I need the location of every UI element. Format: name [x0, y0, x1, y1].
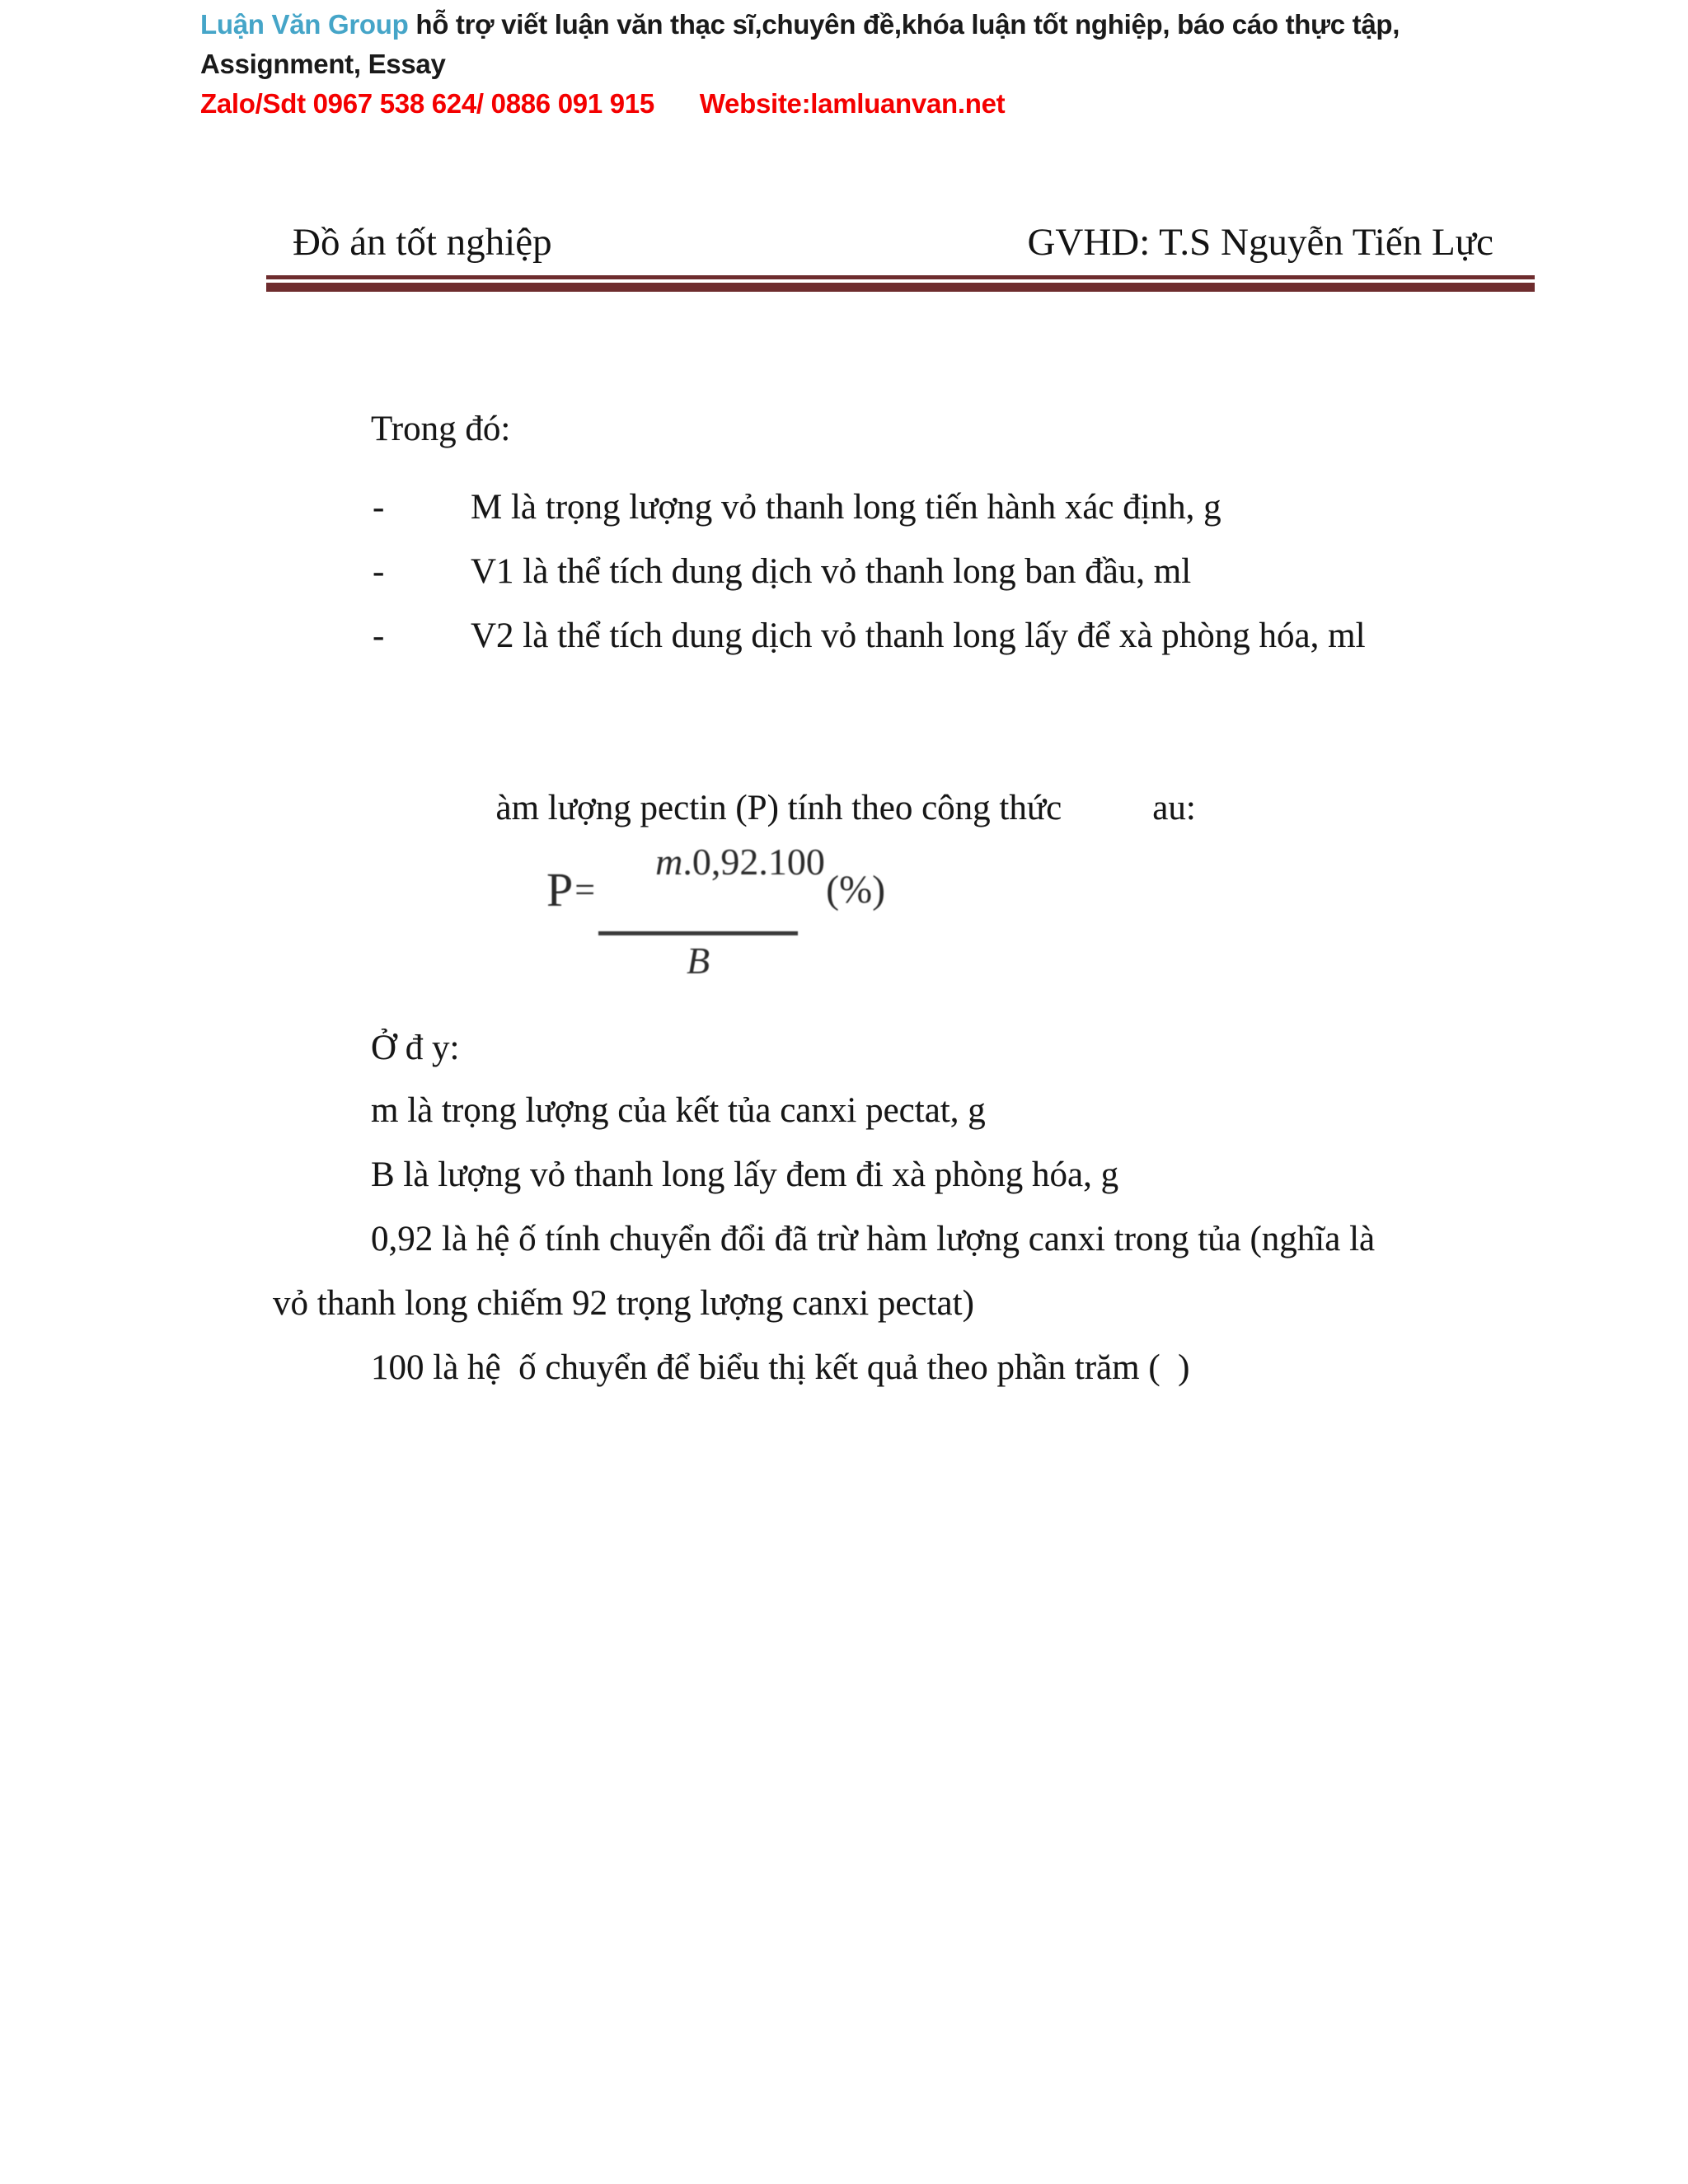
promo-line-2	[200, 45, 1519, 84]
bullet-text: V2 là thể tích dung dịch vỏ thanh long lấy để xà phòng hóa, ml	[471, 616, 1366, 655]
promo-header	[200, 5, 1519, 124]
formula-fraction	[598, 796, 825, 982]
formula-unit: (%)	[826, 867, 886, 912]
fraction-bar	[598, 931, 798, 935]
bullet-dash: -	[373, 552, 385, 591]
bullet-text: V1 là thể tích dung dịch vỏ thanh long ban đầu, ml	[471, 552, 1192, 591]
explanation-092-cont: vỏ thanh long chiếm 92 trọng lượng canxi pectat)	[273, 1284, 974, 1323]
brand-name: Luận Văn Group	[200, 9, 409, 40]
formula-lhs: P	[546, 862, 574, 916]
bullet-item-V2	[373, 615, 1366, 658]
formula-equals: =	[574, 869, 596, 910]
explanation-B: B là lượng vỏ thanh long lấy đem đi xà phòng hóa, g	[371, 1155, 1119, 1194]
numerator-variable: m	[655, 841, 683, 883]
explanation-092: 0,92 là hệ ố tính chuyển đổi đã trừ hàm lượng canxi trong tủa (nghĩa là	[371, 1220, 1376, 1258]
promo-line-1	[200, 5, 1519, 45]
here-label: Ở đ y:	[371, 1029, 460, 1067]
intro-label: Trong đó:	[371, 410, 511, 448]
explanation-m: m là trọng lượng của kết tủa canxi pectat, g	[371, 1091, 986, 1130]
document-header	[266, 219, 1535, 292]
website-link[interactable]: Website:lamluanvan.net	[699, 88, 1006, 119]
bullet-item-V1	[373, 551, 1191, 593]
promo-tagline-2: Assignment, Essay	[200, 49, 446, 79]
supervisor-name: GVHD: T.S Nguyễn Tiến Lực	[1027, 221, 1493, 264]
pectin-formula	[546, 796, 885, 982]
promo-tagline-1: hỗ trợ viết luận văn thạc sĩ,chuyên đề,khóa luận tốt nghiệp, báo cáo thực tập,	[408, 9, 1400, 40]
contact-phone: Zalo/Sdt 0967 538 624/ 0886 091 915	[200, 88, 654, 119]
numerator-constants: .0,92.100	[682, 841, 825, 883]
bullet-dash: -	[373, 616, 385, 655]
explanation-100: 100 là hệ ố chuyển để biểu thị kết quả theo phần trăm ( )	[371, 1348, 1190, 1387]
bullet-dash: -	[373, 488, 385, 527]
promo-contact-line	[200, 84, 1519, 124]
formula-lead-tail: au:	[1152, 789, 1196, 827]
header-rule-thick	[266, 283, 1535, 292]
bullet-text: M là trọng lượng vỏ thanh long tiến hành xác định, g	[471, 488, 1221, 527]
denominator: B	[687, 940, 710, 982]
bullet-item-M	[373, 486, 1221, 529]
formula-lead-text: àm lượng pectin (P) tính theo công thức	[495, 789, 1062, 827]
doc-title: Đồ án tốt nghiệp	[293, 221, 552, 264]
